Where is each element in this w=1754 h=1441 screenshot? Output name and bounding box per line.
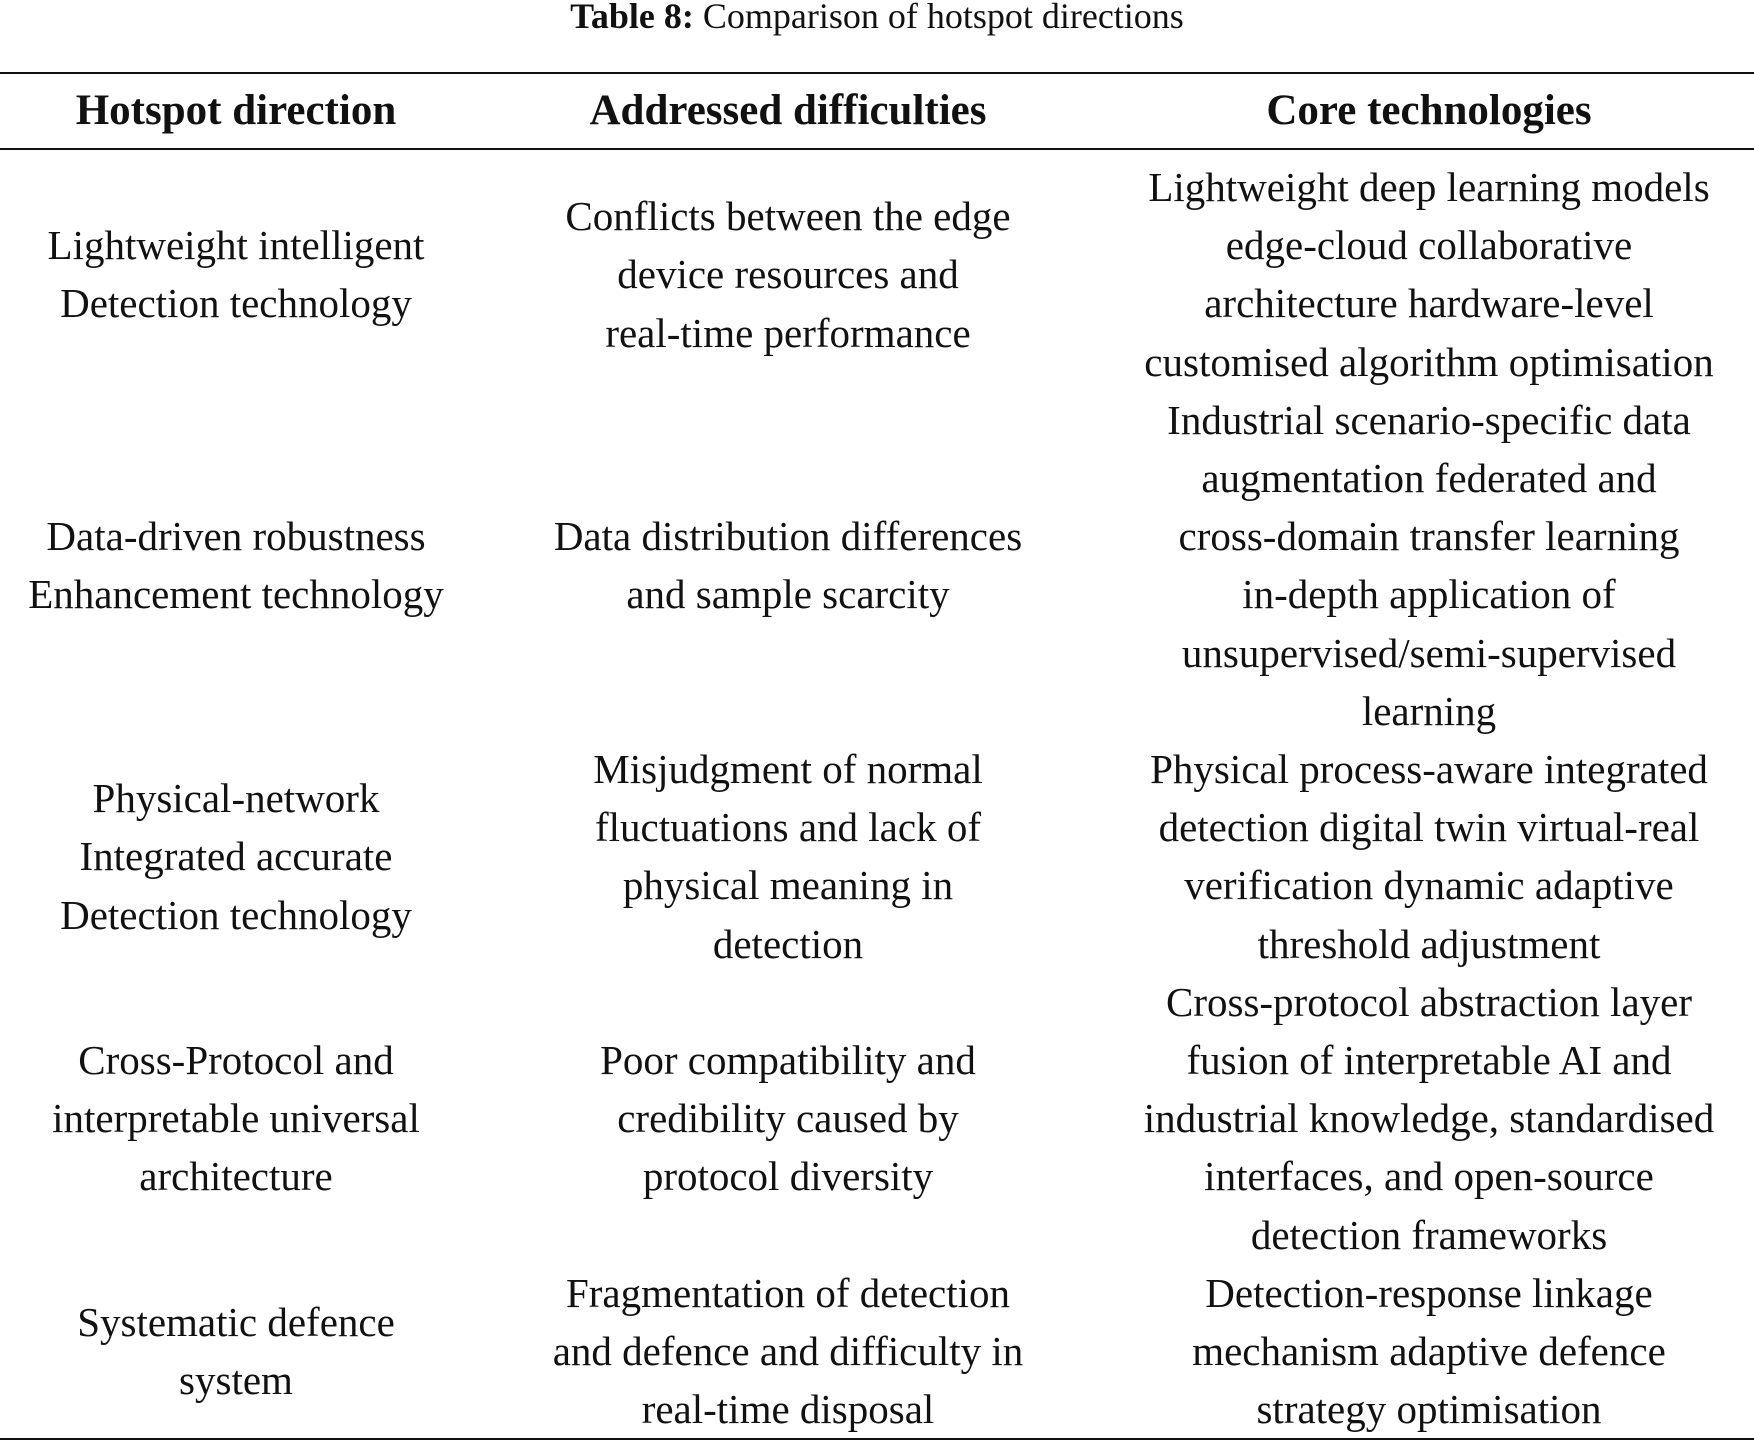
cell-line: augmentation federated and xyxy=(1201,455,1657,502)
table-caption xyxy=(0,0,1754,38)
table-caption-text: Comparison of hotspot directions xyxy=(702,0,1184,36)
cell-line: cross-domain transfer learning xyxy=(1178,513,1680,560)
cell-addressed-difficulties xyxy=(472,391,1104,740)
cell-line: physical meaning in xyxy=(622,862,954,909)
cell-line: fluctuations and lack of xyxy=(595,804,981,851)
cell-line: Lightweight deep learning models xyxy=(1148,164,1710,210)
hotspot-comparison-table xyxy=(0,72,1754,1440)
cell-line: Fragmentation of detection xyxy=(565,1269,1011,1316)
cell-line: Enhancement technology xyxy=(28,571,444,618)
cell-line: Systematic defence xyxy=(77,1298,395,1345)
cell-line: interfaces, and open-source xyxy=(1204,1153,1654,1200)
cell-line: Industrial scenario-specific data xyxy=(1167,396,1691,443)
cell-line: device resources and xyxy=(617,251,959,298)
cell-line: Physical process-aware integrated xyxy=(1150,746,1708,793)
cell-line: verification dynamic adaptive xyxy=(1184,862,1674,909)
cell-line: and defence and difficulty in xyxy=(552,1328,1024,1375)
cell-addressed-difficulties xyxy=(472,158,1104,391)
cell-hotspot-direction xyxy=(0,1264,472,1440)
cell-line: and sample scarcity xyxy=(626,571,950,618)
header-hotspot-direction: Hotspot direction xyxy=(75,87,397,134)
header-addressed-difficulties: Addressed difficulties xyxy=(589,87,987,134)
cell-hotspot-direction xyxy=(0,158,472,391)
table-header-row xyxy=(0,73,1754,149)
table-row xyxy=(0,973,1754,1264)
cell-line: real-time performance xyxy=(605,309,971,356)
cell-line: threshold adjustment xyxy=(1257,920,1601,967)
cell-line: Lightweight intelligent xyxy=(47,222,425,269)
table-row xyxy=(0,158,1754,391)
cell-line: Misjudgment of normal xyxy=(593,746,983,793)
cell-line: detection frameworks xyxy=(1250,1211,1608,1258)
cell-line: Cross-protocol abstraction layer xyxy=(1165,978,1692,1025)
cell-addressed-difficulties xyxy=(472,1264,1104,1440)
table-spacer xyxy=(0,149,1754,158)
table-row xyxy=(0,1264,1754,1440)
cell-line: Detection technology xyxy=(60,280,412,327)
cell-line: Cross-Protocol and xyxy=(78,1037,394,1084)
table-caption-label: Table 8: xyxy=(570,0,694,36)
cell-line: Poor compatibility and xyxy=(600,1037,976,1084)
cell-line: mechanism adaptive defence xyxy=(1192,1328,1666,1375)
cell-line: system xyxy=(179,1357,293,1404)
cell-line: detection xyxy=(712,920,864,967)
cell-line: unsupervised/semi-supervised xyxy=(1181,629,1677,676)
cell-line: architecture hardware-level xyxy=(1204,280,1654,327)
cell-addressed-difficulties xyxy=(472,973,1104,1264)
cell-core-technologies xyxy=(1104,158,1754,391)
cell-line: strategy optimisation xyxy=(1256,1386,1602,1433)
cell-line: detection digital twin virtual-real xyxy=(1158,804,1700,851)
cell-line: Data distribution differences xyxy=(553,513,1023,560)
cell-addressed-difficulties xyxy=(472,740,1104,973)
cell-line: real-time disposal xyxy=(641,1386,935,1433)
cell-line: architecture xyxy=(139,1153,333,1200)
cell-line: interpretable universal xyxy=(52,1095,420,1142)
cell-line: fusion of interpretable AI and xyxy=(1186,1037,1672,1084)
cell-line: Detection-response linkage xyxy=(1205,1269,1653,1316)
cell-line: protocol diversity xyxy=(642,1153,934,1200)
cell-line: customised algorithm optimisation xyxy=(1144,338,1714,385)
cell-line: in-depth application of xyxy=(1242,571,1616,618)
cell-hotspot-direction xyxy=(0,391,472,740)
cell-line: Physical-network xyxy=(92,775,380,822)
cell-core-technologies xyxy=(1104,740,1754,973)
cell-core-technologies xyxy=(1104,1264,1754,1440)
cell-core-technologies xyxy=(1104,973,1754,1264)
header-core-technologies: Core technologies xyxy=(1266,87,1592,134)
cell-line: learning xyxy=(1361,687,1497,734)
cell-line: Conflicts between the edge xyxy=(565,193,1011,240)
cell-core-technologies xyxy=(1104,391,1754,740)
cell-hotspot-direction xyxy=(0,973,472,1264)
cell-line: credibility caused by xyxy=(617,1095,959,1142)
cell-hotspot-direction xyxy=(0,740,472,973)
cell-line: Detection technology xyxy=(60,891,412,938)
table-row xyxy=(0,391,1754,740)
cell-line: industrial knowledge, standardised xyxy=(1143,1095,1715,1142)
cell-line: edge-cloud collaborative xyxy=(1225,222,1633,269)
cell-line: Integrated accurate xyxy=(79,833,393,880)
cell-line: Data-driven robustness xyxy=(46,513,426,560)
table-row xyxy=(0,740,1754,973)
